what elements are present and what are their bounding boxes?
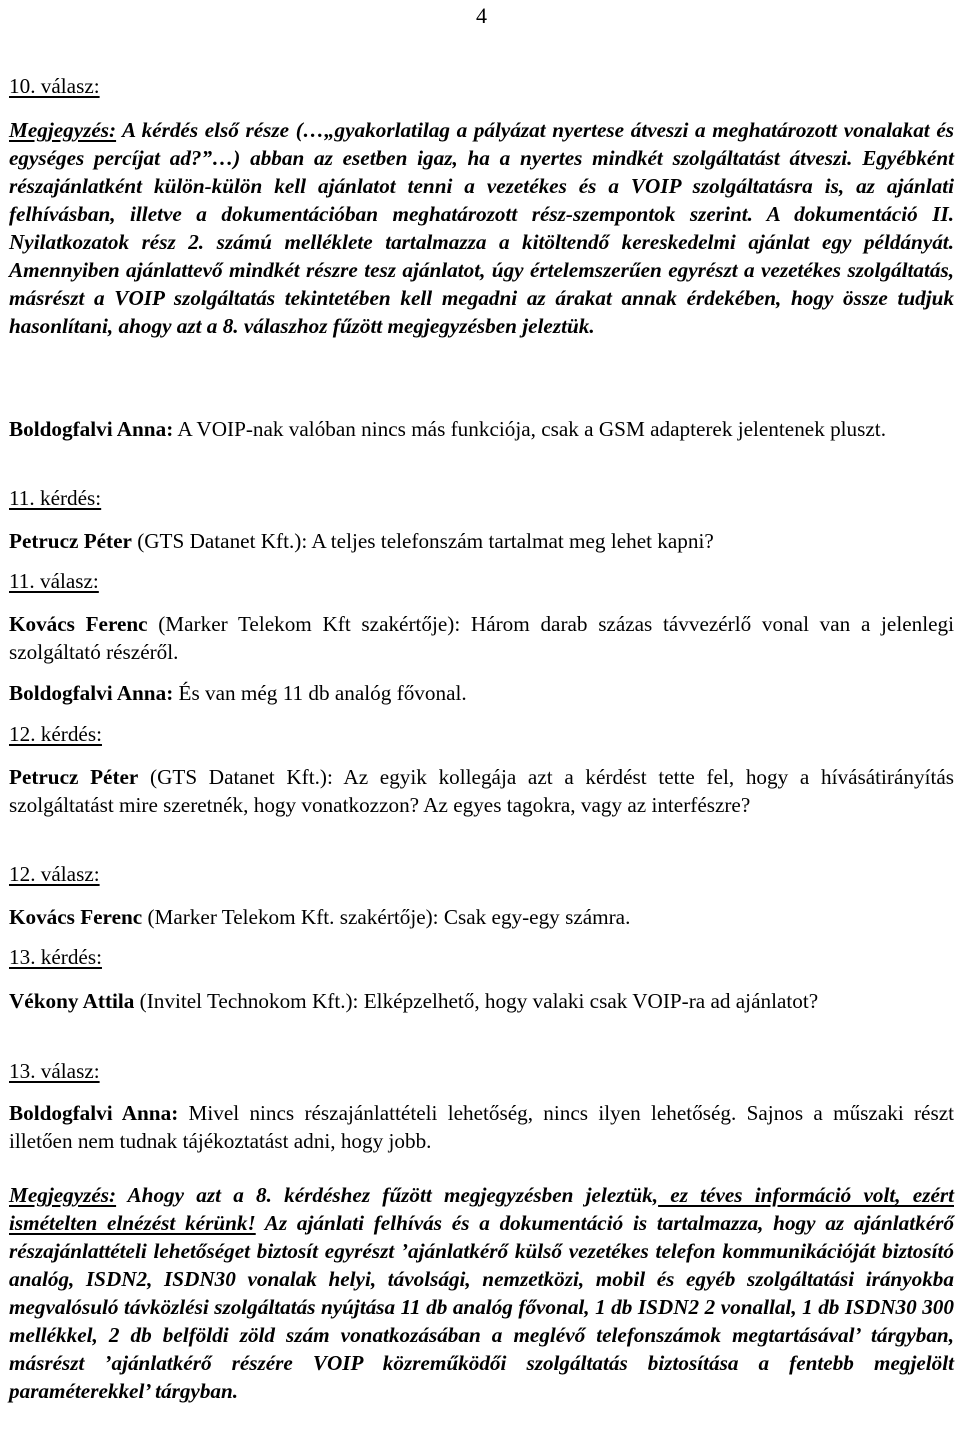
speaker-name: Boldogfalvi Anna: (9, 417, 174, 441)
answer-10-note (9, 116, 954, 340)
statement-text: (Marker Telekom Kft. szakértője): Csak egy-egy számra. (142, 905, 631, 929)
note-text-underlined: ez téves információ volt, ezért ismételten elnézést kérünk! (9, 1183, 954, 1235)
statement-text: (Marker Telekom Kft szakértője): Három darab százas távvezérlő vonal van a jelenlegi szolgáltató részéről. (9, 612, 954, 664)
answer-10-statement (9, 415, 954, 443)
question-12-text (9, 763, 954, 819)
speaker-name: Petrucz Péter (9, 529, 132, 553)
answer-11-text (9, 610, 954, 666)
note-label: Megjegyzés: (9, 1183, 117, 1207)
statement-text: Mivel nincs részajánlattételi lehetőség, nincs ilyen lehetőség. Sajnos a műszaki részt illetően nem tudnak tájékoztatást adni, hogy jobb. (9, 1101, 954, 1153)
statement-text: (GTS Datanet Kft.): A teljes telefonszám tartalmat meg lehet kapni? (131, 529, 714, 553)
statement-text: És van még 11 db analóg fővonal. (173, 681, 467, 705)
page-number: 4 (476, 3, 487, 28)
note-label: Megjegyzés: (9, 118, 117, 142)
answer-11-heading: 11. válasz: (9, 569, 99, 593)
speaker-name: Kovács Ferenc (9, 905, 143, 929)
statement-text: (GTS Datanet Kft.): Az egyik kollegája azt a kérdést tette fel, hogy a hívásátirányítás szolgáltatást mire szeretnék, hogy vonatkozzon? Az egyes tagokra, vagy az interfészre? (9, 765, 954, 817)
question-13-text (9, 987, 954, 1015)
question-11-text (9, 527, 954, 555)
speaker-name: Petrucz Péter (9, 765, 139, 789)
question-11-heading: 11. kérdés: (9, 486, 102, 510)
statement-text: A VOIP-nak valóban nincs más funkciója, csak a GSM adapterek jelentenek pluszt. (173, 417, 886, 441)
note-text-part3: Az ajánlati felhívás és a dokumentáció is tartalmazza, hogy az ajánlatkérő részajánlattételi lehetőséget biztosít egyrészt ’ajánlatkérő külső vezetékes telefon kommunikációját biztosító analóg, ISDN2, ISDN30 vonalak helyi, távolsági, nemzetközi, mobil és egyéb szolgáltatási irányokba megvalósuló távközlési szolgáltatás nyújtása 11 db analóg fővonal, 1 db ISDN2 2 vonallal, 1 db ISDN30 300 mellékkel, 2 db belföldi zöld szám vonatkozásában a meglévő telefonszámok megtartásával’ tárgyban, másrészt ’ajánlatkérő részére VOIP közreműködői szolgáltatás biztosítása a fentebb megjelölt paraméterekkel’ tárgyban. (9, 1211, 954, 1403)
answer-10-heading: 10. válasz: (9, 74, 100, 98)
final-note (9, 1181, 954, 1405)
note-text: A kérdés első része (…„gyakorlatilag a pályázat nyertese átveszi a meghatározott vonalakat és egységes percíjat ad?”…) abban az esetben igaz, ha a nyertes mindkét szolgáltatást átveszi. Egyébként részajánlatként külön-külön kell ajánlatot tenni a vezetékes és a VOIP szolgáltatásra is, az ajánlati felhívásban, illetve a dokumentációban meghatározott rész-szempontok szerint. A dokumentáció II. Nyilatkozatok rész 2. számú melléklete tartalmazza a kitöltendő kereskedelmi ajánlat egy példányát. Amennyiben ajánlattevő mindkét részre tesz ajánlatot, úgy értelemszerűen egyrészt a vezetékes szolgáltatás, másrészt a VOIP szolgáltatás tekintetében kell megadni az árakat annak érdekében, hogy össze tudjuk hasonlítani, ahogy azt a 8. válaszhoz fűzött megjegyzésben jeleztük. (9, 118, 954, 338)
speaker-name: Boldogfalvi Anna: (9, 681, 174, 705)
answer-11-addendum (9, 679, 954, 707)
note-text-part1: Ahogy azt a 8. kérdéshez fűzött megjegyzésben jeleztük, (116, 1183, 659, 1207)
statement-text: (Invitel Technokom Kft.): Elképzelhető, hogy valaki csak VOIP-ra ad ajánlatot? (134, 989, 819, 1013)
answer-13-text (9, 1099, 954, 1155)
speaker-name: Vékony Attila (9, 989, 135, 1013)
speaker-name: Boldogfalvi Anna: (9, 1101, 179, 1125)
question-13-heading: 13. kérdés: (9, 945, 102, 969)
answer-12-heading: 12. válasz: (9, 862, 100, 886)
question-12-heading: 12. kérdés: (9, 722, 102, 746)
answer-12-text (9, 903, 954, 931)
answer-13-heading: 13. válasz: (9, 1059, 100, 1083)
speaker-name: Kovács Ferenc (9, 612, 148, 636)
